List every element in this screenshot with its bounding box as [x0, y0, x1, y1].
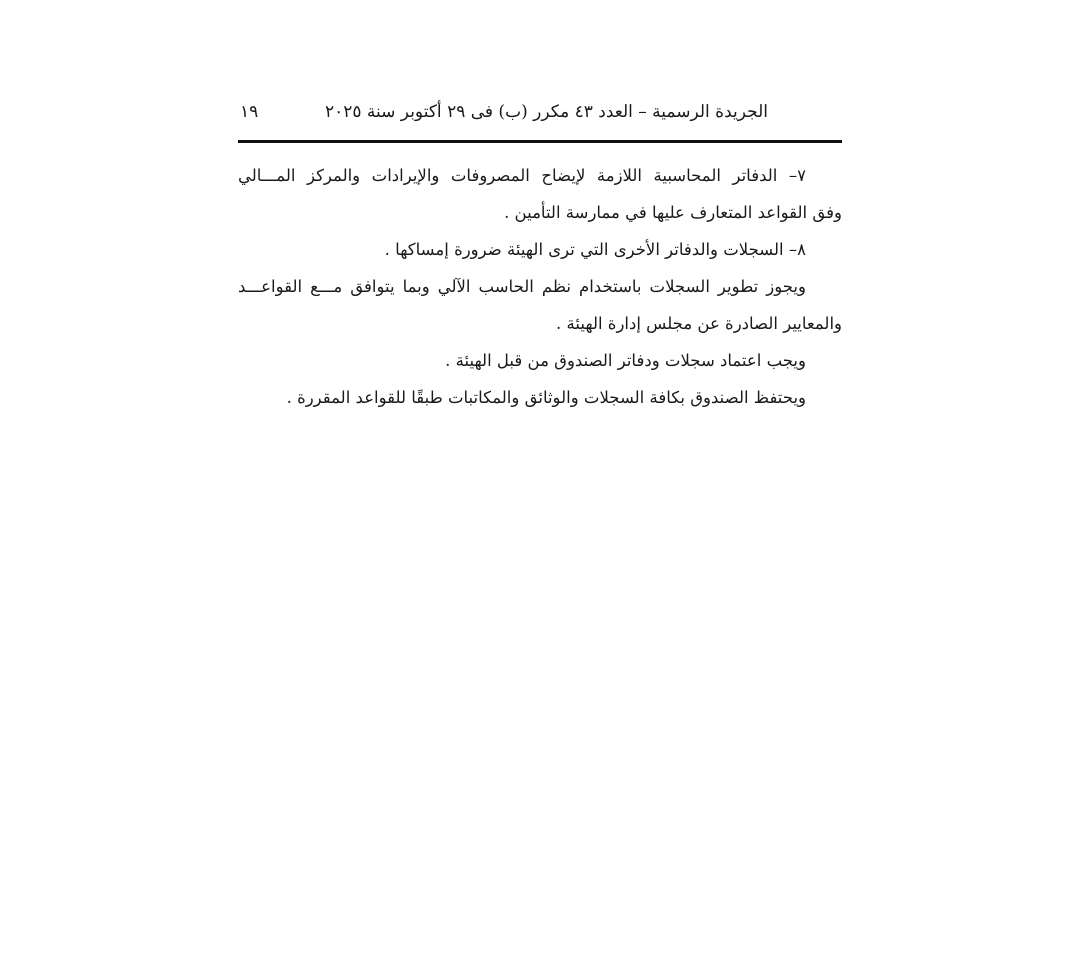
paragraph-line: ويجب اعتماد سجلات ودفاتر الصندوق من قبل الهيئة . [445, 351, 806, 370]
page-number: ١٩ [240, 102, 259, 122]
paragraph-line: وفق القواعد المتعارف عليها في ممارسة التأمين . [504, 203, 842, 222]
header-title: الجريدة الرسمية – العدد ٤٣ مكرر (ب) فى ٢٩ أكتوبر سنة ٢٠٢٥ [324, 102, 768, 122]
paragraph-line: ٨– السجلات والدفاتر الأخرى التي ترى الهيئة ضرورة إمساكها . [384, 240, 806, 259]
page-header [238, 96, 842, 132]
header-rule [238, 140, 842, 143]
paragraph-line: ويجوز تطوير السجلات باستخدام نظم الحاسب الآلي وبما يتوافق مـــع القواعـــد [238, 277, 806, 296]
paragraph-line: ٧– الدفاتر المحاسبية اللازمة لإيضاح المصروفات والإيرادات والمركز المـــالي [238, 166, 806, 185]
gazette-page [238, 96, 842, 416]
paragraph-line: ويحتفظ الصندوق بكافة السجلات والوثائق والمكاتبات طبقًا للقواعد المقررة . [286, 388, 806, 407]
document-body [238, 157, 842, 416]
paragraph-line: والمعايير الصادرة عن مجلس إدارة الهيئة . [556, 314, 842, 333]
